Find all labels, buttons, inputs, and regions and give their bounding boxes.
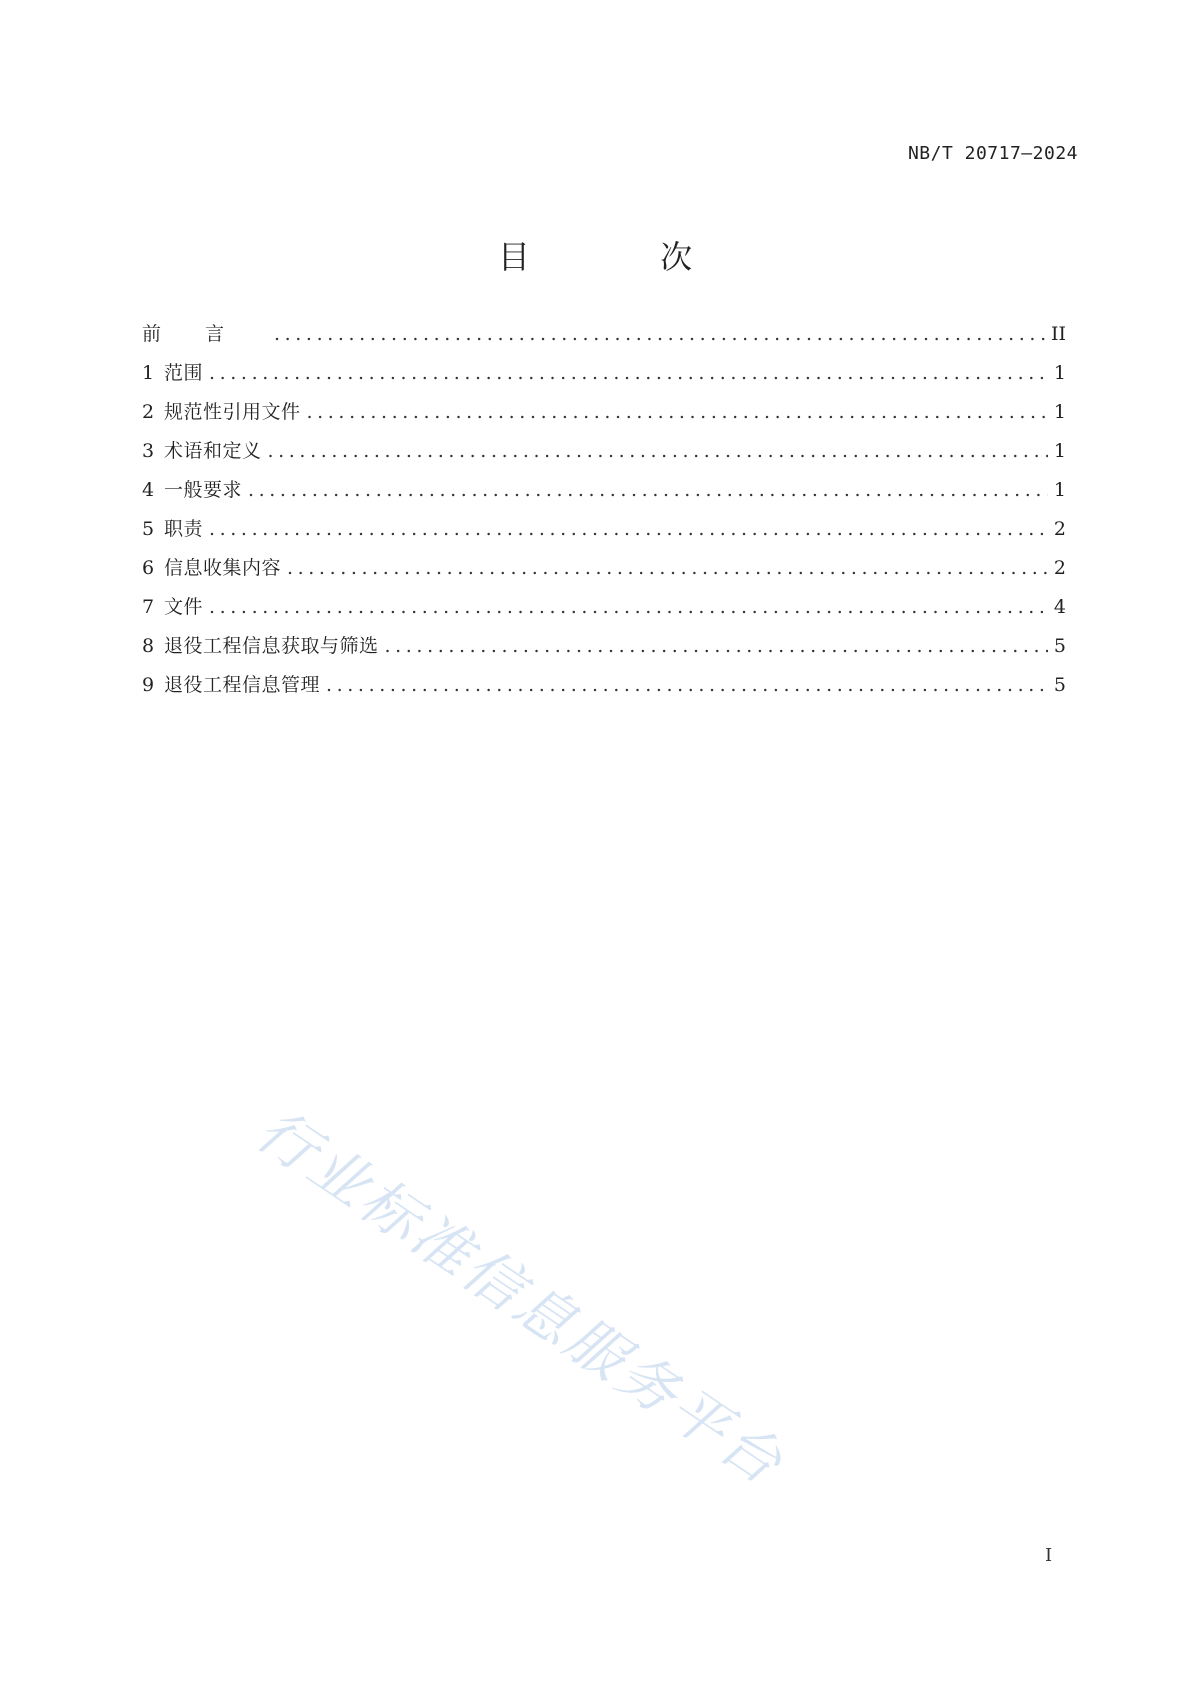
toc-entry-number: 5 — [142, 518, 155, 540]
toc-dot-leader — [248, 471, 1048, 510]
toc-entry-page: 1 — [1053, 401, 1066, 423]
toc-entry-number: 2 — [142, 401, 155, 423]
toc-dot-leader — [209, 588, 1048, 627]
toc-entry-label: 规范性引用文件 — [164, 401, 301, 423]
toc-entry-6[interactable] — [142, 549, 1066, 588]
toc-entry-number: 9 — [142, 674, 155, 696]
toc-entry-number: 7 — [142, 596, 155, 618]
document-code: NB/T 20717—2024 — [907, 143, 1078, 164]
toc-entry-label: 退役工程信息获取与筛选 — [164, 635, 379, 657]
toc-dot-leader — [385, 627, 1048, 666]
toc-entry-page: 5 — [1053, 635, 1066, 657]
toc-entry-label: 文件 — [164, 596, 204, 618]
toc-entry-page: 4 — [1053, 596, 1066, 618]
toc-list — [142, 315, 1066, 705]
toc-entry-label: 术语和定义 — [164, 440, 262, 462]
toc-entry-number: 3 — [142, 440, 155, 462]
toc-entry-page: II — [1050, 323, 1066, 345]
toc-entry-page: 2 — [1053, 557, 1066, 579]
toc-entry-label: 前言 — [142, 323, 269, 345]
toc-entry-2[interactable] — [142, 393, 1066, 432]
toc-entry-1[interactable] — [142, 354, 1066, 393]
page-number: I — [1045, 1545, 1053, 1566]
toc-entry-page: 1 — [1053, 479, 1066, 501]
toc-dot-leader — [287, 549, 1048, 588]
toc-entry-foreword[interactable] — [142, 315, 1066, 354]
toc-entry-4[interactable] — [142, 471, 1066, 510]
toc-entry-label: 一般要求 — [164, 479, 243, 501]
toc-dot-leader — [307, 393, 1048, 432]
toc-entry-label: 范围 — [164, 362, 204, 384]
watermark: 行业标准信息服务平台 — [244, 1095, 797, 1499]
toc-entry-page: 2 — [1053, 518, 1066, 540]
toc-entry-number: 8 — [142, 635, 155, 657]
toc-entry-page: 5 — [1053, 674, 1066, 696]
toc-entry-9[interactable] — [142, 666, 1066, 705]
toc-entry-number: 1 — [142, 362, 155, 384]
toc-entry-label: 退役工程信息管理 — [164, 674, 321, 696]
toc-entry-8[interactable] — [142, 627, 1066, 666]
toc-entry-page: 1 — [1053, 362, 1066, 384]
toc-dot-leader — [326, 666, 1048, 705]
toc-entry-number: 6 — [142, 557, 155, 579]
toc-entry-label: 职责 — [164, 518, 204, 540]
toc-entry-label: 信息收集内容 — [164, 557, 282, 579]
toc-entry-5[interactable] — [142, 510, 1066, 549]
toc-entry-page: 1 — [1053, 440, 1066, 462]
toc-title: 目 次 — [497, 238, 753, 276]
toc-dot-leader — [274, 315, 1045, 354]
toc-dot-leader — [268, 432, 1048, 471]
toc-entry-3[interactable] — [142, 432, 1066, 471]
toc-entry-number: 4 — [142, 479, 155, 501]
toc-dot-leader — [209, 354, 1048, 393]
toc-dot-leader — [209, 510, 1048, 549]
toc-entry-7[interactable] — [142, 588, 1066, 627]
